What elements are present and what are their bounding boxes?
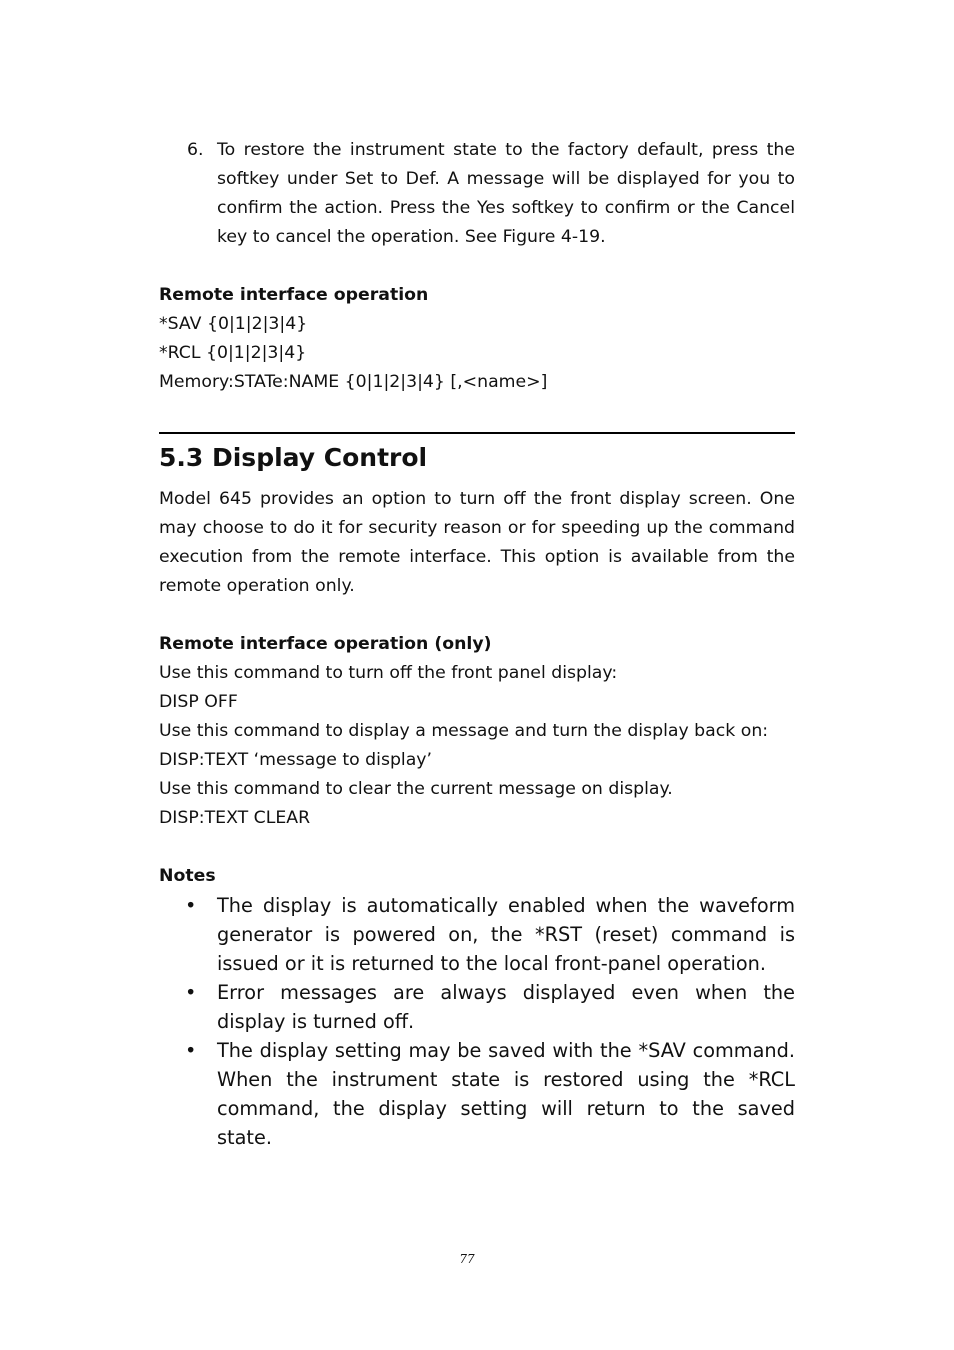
instruction-display-off: Use this command to turn off the front panel display: [159,663,618,683]
remote-operation-only-heading: Remote interface operation (only) [159,634,492,654]
command-disp-text: DISP:TEXT ‘message to display’ [159,750,433,770]
note-text: The display setting may be saved with the *SAV command. When the instrument state is restored using the *RCL command, the display setting will return to the saved state. [217,1039,795,1149]
step-number: 6. [187,140,204,160]
command-disp-text-clear: DISP:TEXT CLEAR [159,808,311,828]
page-content [159,136,795,1152]
list-item [159,891,795,978]
section-divider [159,432,795,434]
remote-operation-heading: Remote interface operation [159,285,429,305]
command-line-sav: *SAV {0|1|2|3|4} [159,314,308,334]
command-line-rcl: *RCL {0|1|2|3|4} [159,343,307,363]
instruction-display-message: Use this command to display a message and turn the display back on: [159,721,769,741]
bullet-icon: • [185,894,197,917]
notes-heading: Notes [159,866,216,886]
section-intro: Model 645 provides an option to turn off the front display screen. One may choose to do it for security reason or for speeding up the command execution from the remote interface. This option is available from the remote operation only. [159,489,795,596]
page-number: 77 [459,1252,475,1266]
instruction-clear-message: Use this command to clear the current message on display. [159,779,673,799]
bullet-icon: • [185,1039,197,1062]
section-title: 5.3 Display Control [159,443,428,472]
bullet-icon: • [185,981,197,1004]
notes-list [159,891,795,1152]
command-line-memory-state-name: Memory:STATe:NAME {0|1|2|3|4} [,<name>] [159,372,548,392]
step-6 [159,136,795,252]
step-text: To restore the instrument state to the factory default, press the softkey under Set to Def. A message will be displayed for you to confirm the action. Press the Yes softkey to confirm or the Cancel key to cancel the operation. See Figure 4-19. [217,140,795,247]
list-item [159,978,795,1036]
command-disp-off: DISP OFF [159,692,238,712]
list-item [159,1036,795,1152]
note-text: The display is automatically enabled when the waveform generator is powered on, the *RST (reset) command is issued or it is returned to the local front-panel operation. [217,894,795,975]
note-text: Error messages are always displayed even when the display is turned off. [217,981,795,1033]
